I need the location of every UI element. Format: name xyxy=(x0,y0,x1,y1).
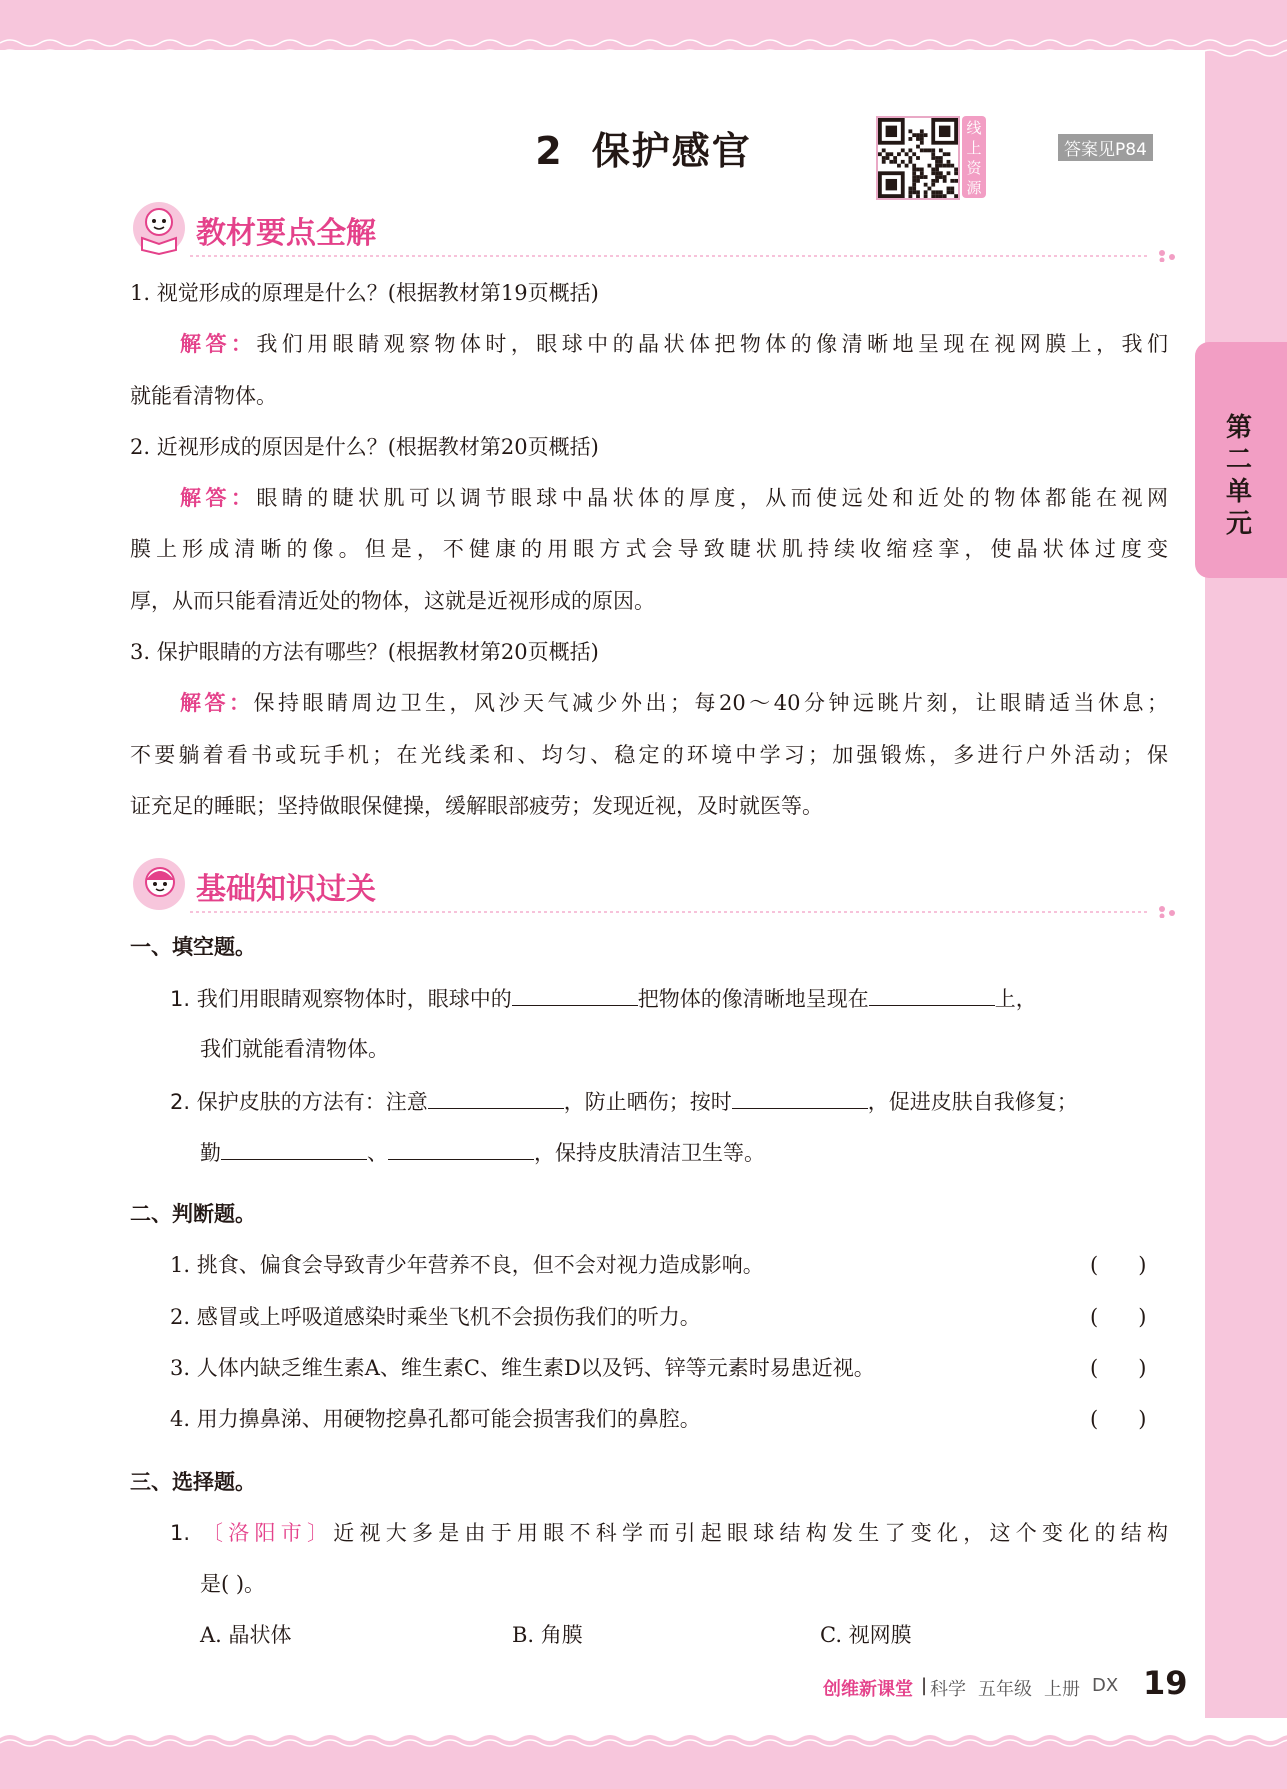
qr-module xyxy=(893,160,897,164)
qr-module xyxy=(931,156,935,160)
answer-line xyxy=(180,688,1168,718)
qr-module xyxy=(939,156,943,160)
judge-answer-paren[interactable]: ( ) xyxy=(1090,1305,1147,1329)
fill-question-1 xyxy=(170,983,1037,1014)
question-text: 上， xyxy=(994,987,1037,1011)
qr-finder xyxy=(939,126,950,137)
qr-module xyxy=(908,148,912,152)
key-question-3: 3. 保护眼睛的方法有哪些？(根据教材第20页概括) xyxy=(130,640,599,664)
qr-module xyxy=(882,160,886,164)
qr-module xyxy=(950,164,954,168)
qr-module xyxy=(916,133,920,137)
qr-module xyxy=(916,190,920,194)
answer-blank[interactable] xyxy=(428,1086,564,1109)
qr-module xyxy=(916,168,920,172)
judge-answer-paren[interactable]: ( ) xyxy=(1090,1253,1147,1277)
section-dashed-rule xyxy=(190,906,1190,918)
question-number: 1. xyxy=(170,987,191,1011)
qr-module xyxy=(901,148,905,152)
choice-option-b[interactable]: B. 角膜 xyxy=(512,1623,583,1647)
qr-module xyxy=(886,156,890,160)
qr-module xyxy=(912,190,916,194)
key-question-2: 2. 近视形成的原因是什么？(根据教材第20页概括) xyxy=(130,435,599,459)
qr-module xyxy=(912,152,916,156)
answer-reference: 答案见P84 xyxy=(1058,134,1153,161)
qr-module xyxy=(939,194,943,198)
qr-module xyxy=(935,194,939,198)
qr-module xyxy=(920,141,924,145)
qr-module xyxy=(939,175,943,179)
choice-option-c[interactable]: C. 视网膜 xyxy=(820,1623,912,1647)
answer-blank[interactable] xyxy=(869,983,995,1006)
qr-module xyxy=(916,175,920,179)
qr-module xyxy=(920,133,924,137)
qr-module xyxy=(950,190,954,194)
qr-module xyxy=(928,148,932,152)
qr-module xyxy=(943,152,947,156)
qr-module xyxy=(947,164,951,168)
judge-item-1: 1. 挑食、偏食会导致青少年营养不良，但不会对视力造成影响。 xyxy=(170,1253,764,1277)
qr-module xyxy=(882,156,886,160)
qr-module xyxy=(924,175,928,179)
qr-module xyxy=(908,129,912,133)
qr-module xyxy=(939,148,943,152)
unit-label: 第二单元 xyxy=(1225,413,1252,539)
qr-module xyxy=(939,171,943,175)
judge-item-2: 2. 感冒或上呼吸道感染时乘坐飞机不会损伤我们的听力。 xyxy=(170,1305,701,1329)
qr-module xyxy=(920,129,924,133)
question-text: 我们用眼睛观察物体时，眼球中的 xyxy=(196,987,512,1011)
qr-module xyxy=(893,156,897,160)
qr-module xyxy=(939,190,943,194)
qr-module xyxy=(943,194,947,198)
question-text: ，促进皮肤自我修复； xyxy=(867,1090,1078,1114)
qr-module xyxy=(920,171,924,175)
qr-module xyxy=(935,175,939,179)
qr-module xyxy=(908,194,912,198)
section-title: 教材要点全解 xyxy=(196,216,376,251)
question-number: 2. xyxy=(170,1090,191,1114)
qr-module xyxy=(931,148,935,152)
qr-module xyxy=(912,164,916,168)
qr-module xyxy=(950,179,954,183)
qr-finder xyxy=(886,126,897,137)
qr-module xyxy=(924,194,928,198)
page-number: 19 xyxy=(1143,1664,1188,1702)
qr-module xyxy=(935,156,939,160)
qr-module xyxy=(947,160,951,164)
region-tag: 〔洛阳市〕 xyxy=(201,1521,334,1545)
answer-label: 解答： xyxy=(180,486,257,510)
qr-module xyxy=(882,148,886,152)
qr-module xyxy=(916,156,920,160)
qr-module xyxy=(931,168,935,172)
qr-module xyxy=(943,179,947,183)
wave-line xyxy=(0,40,1287,46)
qr-module xyxy=(924,183,928,187)
choice-title: 三、选择题。 xyxy=(130,1470,256,1494)
qr-module xyxy=(950,187,954,191)
qr-module xyxy=(912,187,916,191)
footer-separator: | xyxy=(921,1675,928,1696)
qr-module xyxy=(897,152,901,156)
answer-blank[interactable] xyxy=(388,1137,534,1160)
qr-module xyxy=(916,145,920,149)
answer-blank[interactable] xyxy=(221,1137,367,1160)
qr-module xyxy=(924,190,928,194)
judge-item-3: 3. 人体内缺乏维生素A、维生素C、维生素D以及钙、锌等元素时易患近视。 xyxy=(170,1356,875,1380)
qr-module xyxy=(935,160,939,164)
section-heading-textbook xyxy=(130,200,1175,256)
qr-module xyxy=(916,194,920,198)
qr-module xyxy=(916,137,920,141)
qr-module xyxy=(939,164,943,168)
qr-module xyxy=(935,168,939,172)
question-text: 保护皮肤的方法有：注意 xyxy=(196,1090,428,1114)
qr-module xyxy=(954,171,958,175)
qr-module xyxy=(920,168,924,172)
qr-module xyxy=(947,152,951,156)
footer-subject: 科学 xyxy=(930,1679,966,1700)
answer-blank[interactable] xyxy=(732,1086,868,1109)
qr-module xyxy=(889,152,893,156)
fill-question-2 xyxy=(170,1086,1078,1117)
fill-question-1-cont: 我们就能看清物体。 xyxy=(200,1037,389,1061)
qr-module xyxy=(943,175,947,179)
question-text: 近视大多是由于用眼不科学而引起眼球结构发生了变化，这个变化的结构 xyxy=(333,1521,1169,1545)
qr-code-icon[interactable] xyxy=(876,116,960,200)
qr-module xyxy=(935,164,939,168)
answer-line xyxy=(180,329,1168,359)
qr-module xyxy=(878,152,882,156)
judge-answer-paren[interactable]: ( ) xyxy=(1090,1407,1147,1431)
bottom-wave-border xyxy=(0,1718,1287,1758)
qr-module xyxy=(935,190,939,194)
qr-finder xyxy=(886,179,897,190)
qr-module xyxy=(901,160,905,164)
qr-module xyxy=(912,183,916,187)
footer-edition: DX xyxy=(1092,1675,1119,1696)
qr-module xyxy=(931,183,935,187)
qr-module xyxy=(920,148,924,152)
qr-module xyxy=(931,194,935,198)
judge-item-4: 4. 用力擤鼻涕、用硬物挖鼻孔都可能会损害我们的鼻腔。 xyxy=(170,1407,701,1431)
choice-question-1 xyxy=(170,1518,1168,1548)
answer-line: 证充足的睡眠；坚持做眼保健操，缓解眼部疲劳；发现近视，及时就医等。 xyxy=(130,794,823,818)
mascot-girl-icon xyxy=(130,856,188,912)
qr-module xyxy=(935,171,939,175)
fill-blank-title: 一、填空题。 xyxy=(130,935,256,959)
qr-module xyxy=(889,160,893,164)
section-heading-basics xyxy=(130,856,1175,912)
qr-module xyxy=(897,164,901,168)
key-question-1: 1. 视觉形成的原理是什么？(根据教材第19页概括) xyxy=(130,281,599,305)
question-text: 、 xyxy=(367,1141,388,1165)
section-title: 基础知识过关 xyxy=(196,872,376,907)
question-text: ，防止晒伤；按时 xyxy=(563,1090,732,1114)
online-resource-label: 线上资源 xyxy=(962,116,986,198)
answer-blank[interactable] xyxy=(512,983,638,1006)
question-text: 把物体的像清晰地呈现在 xyxy=(637,987,869,1011)
answer-line: 厚，从而只能看清近处的物体，这就是近视形成的原因。 xyxy=(130,589,655,613)
qr-module xyxy=(908,190,912,194)
qr-module xyxy=(908,160,912,164)
mascot-reading-icon xyxy=(130,200,188,256)
answer-text: 我们用眼睛观察物体时，眼球中的晶状体把物体的像清晰地呈现在视网膜上，我们 xyxy=(256,332,1168,356)
qr-module xyxy=(947,171,951,175)
qr-module xyxy=(931,152,935,156)
qr-module xyxy=(943,164,947,168)
answer-line: 膜上形成清晰的像。但是，不健康的用眼方式会导致睫状肌持续收缩痉挛，使晶状体过度变 xyxy=(130,537,1168,561)
qr-module xyxy=(931,190,935,194)
wave-shape xyxy=(0,1718,1287,1741)
qr-module xyxy=(920,137,924,141)
answer-text: 眼睛的睫状肌可以调节眼球中晶状体的厚度，从而使远处和近处的物体都能在视网 xyxy=(256,486,1168,510)
answer-label: 解答： xyxy=(180,691,254,715)
qr-module xyxy=(886,152,890,156)
answer-label: 解答： xyxy=(180,332,257,356)
answer-text: 保持眼睛周边卫生，风沙天气减少外出；每20～40分钟远眺片刻，让眼睛适当休息； xyxy=(253,691,1168,715)
qr-module xyxy=(939,160,943,164)
lesson-number: 2 xyxy=(535,129,564,173)
answer-line xyxy=(180,483,1168,513)
qr-module xyxy=(908,187,912,191)
qr-module xyxy=(920,175,924,179)
footer-grade: 五年级 xyxy=(978,1679,1032,1700)
qr-module xyxy=(931,179,935,183)
question-text: ，保持皮肤清洁卫生等。 xyxy=(534,1141,765,1165)
qr-module xyxy=(912,171,916,175)
section-dashed-rule xyxy=(190,250,1190,262)
qr-module xyxy=(905,164,909,168)
qr-module xyxy=(954,179,958,183)
lesson-title: 保护感官 xyxy=(591,129,752,173)
question-number: 1. xyxy=(170,1521,191,1545)
qr-module xyxy=(935,179,939,183)
judge-title: 二、判断题。 xyxy=(130,1202,256,1226)
choice-option-a[interactable]: A. 晶状体 xyxy=(200,1623,292,1647)
qr-module xyxy=(928,164,932,168)
answer-line: 不要躺着看书或玩手机；在光线柔和、均匀、稳定的环境中学习；加强锻炼，多进行户外活动；保 xyxy=(130,743,1168,767)
qr-module xyxy=(954,194,958,198)
qr-module xyxy=(947,190,951,194)
qr-module xyxy=(954,168,958,172)
qr-module xyxy=(912,179,916,183)
question-text: 勤 xyxy=(200,1141,221,1165)
footer-brand: 创维新课堂 xyxy=(823,1679,913,1700)
qr-module xyxy=(912,168,916,172)
qr-module xyxy=(931,171,935,175)
qr-module xyxy=(908,156,912,160)
fill-question-2-cont xyxy=(200,1137,765,1168)
footer-volume: 上册 xyxy=(1044,1679,1080,1700)
qr-module xyxy=(905,152,909,156)
wave-line xyxy=(0,1740,1287,1746)
qr-module xyxy=(908,137,912,141)
judge-answer-paren[interactable]: ( ) xyxy=(1090,1356,1147,1380)
qr-module xyxy=(924,133,928,137)
qr-module xyxy=(924,148,928,152)
unit-side-tab xyxy=(1195,342,1287,578)
choice-question-1-cont[interactable]: 是( )。 xyxy=(200,1572,266,1596)
answer-line: 就能看清物体。 xyxy=(130,384,277,408)
qr-module xyxy=(947,187,951,191)
qr-module xyxy=(916,179,920,183)
qr-module xyxy=(912,175,916,179)
qr-module xyxy=(912,133,916,137)
qr-module xyxy=(928,187,932,191)
